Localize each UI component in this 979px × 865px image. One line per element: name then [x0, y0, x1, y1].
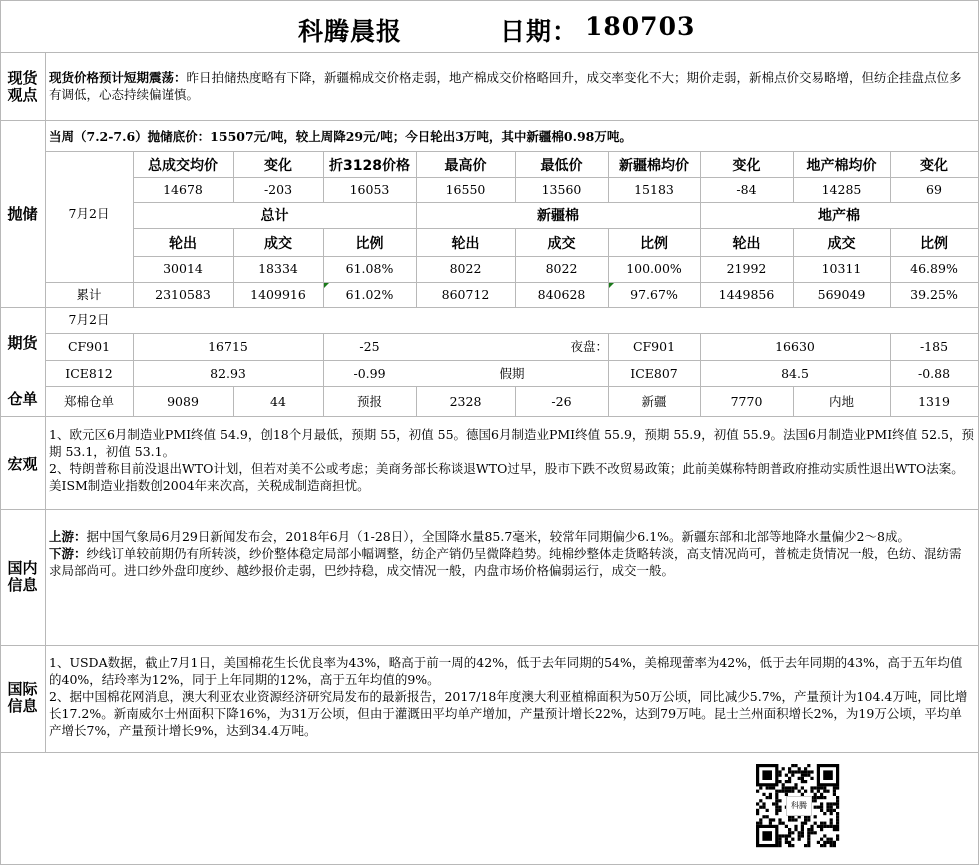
inland-label: 内地 — [828, 394, 854, 409]
section-spot-label: 现货 观点 — [7, 69, 38, 104]
warehouse-change: 44 — [270, 394, 286, 409]
international-item-1: 1、USDA数据，截止7月1日，美国棉花生长优良率为43%，略高于前一周的42%，低于去年同期的54%，美棉现蕾率为42%，低于去年同期的43%，高于五年均值的40%，结玲率为12%，同于上年同期的12%，高于五年均值的9%。 — [49, 655, 963, 687]
cumulative-value: 569049 — [817, 287, 866, 302]
night-code: CF901 — [632, 339, 676, 354]
domestic-text — [49, 528, 974, 579]
sub-header: 比例 — [920, 236, 948, 252]
price-value: 14678 — [163, 182, 203, 197]
sub-header: 比例 — [640, 236, 668, 252]
sub-header: 比例 — [355, 236, 384, 252]
daily-value: 100.00% — [626, 261, 682, 276]
international-item-2: 2、据中国棉花网消息，澳大利亚农业资源经济研究局发布的最新报告，2017/18年度澳大利亚植棉面积为50万公顷，同比减少5.7%，产量预计为104.4万吨，同比增长17.2%。新南威尔士州面积下降16%，为31万公顷，但由于灌溉田平均单产增加，产量预计增长22%，达到79万吨。昆士兰州面积增长2%，为19万公顷，平均单产增长7%，产量预计增长9%，达到34.4万吨。 — [49, 689, 968, 738]
ice-change-2: -0.88 — [917, 366, 951, 381]
forecast-value: 2328 — [449, 394, 482, 409]
auction-date: 7月2日 — [68, 206, 110, 221]
daily-value: 10311 — [821, 261, 862, 276]
daily-value: 46.89% — [910, 261, 958, 276]
report-date: 180703 — [585, 12, 696, 41]
ice-code-2: ICE807 — [630, 366, 678, 381]
daily-value: 8022 — [545, 261, 578, 276]
auction-summary: 当周（7.2-7.6）抛储底价：15507元/吨，较上周降29元/吨；今日轮出3万吨，其中新疆棉0.98万吨。 — [49, 129, 632, 144]
daily-value: 61.08% — [345, 261, 394, 276]
section-macro-label: 宏观 — [7, 455, 38, 473]
cumulative-value: 2310583 — [155, 287, 211, 302]
cumulative-value: 860712 — [441, 287, 490, 302]
daily-value: 30014 — [163, 261, 203, 276]
note-marker — [609, 283, 614, 288]
futures-date: 7月2日 — [68, 312, 110, 327]
cumulative-value: 39.25% — [910, 287, 958, 302]
group-header: 地产棉 — [818, 208, 860, 224]
section-warehouse-label: 仓单 — [7, 390, 38, 408]
qr-logo: 科腾 — [786, 796, 812, 816]
price-header: 变化 — [920, 158, 948, 174]
forecast-label: 预报 — [356, 394, 382, 409]
price-header: 地产棉均价 — [806, 158, 877, 174]
price-value: -203 — [263, 182, 293, 197]
night-change: -185 — [919, 339, 949, 354]
night-label: 夜盘： — [570, 339, 608, 354]
price-header: 总成交均价 — [148, 158, 218, 174]
daily-value: 8022 — [449, 261, 482, 276]
ice-price-2: 84.5 — [781, 366, 809, 381]
sub-header: 成交 — [264, 236, 292, 252]
warehouse-label: 郑棉仓单 — [63, 394, 114, 409]
futures-price: 16715 — [208, 339, 248, 354]
price-header: 新疆棉均价 — [619, 158, 689, 174]
group-header: 总计 — [260, 208, 289, 224]
daily-value: 18334 — [258, 261, 298, 276]
ice-code: ICE812 — [65, 366, 113, 381]
domestic-downstream: 下游：纱线订单较前期仍有所转淡，纱价整体稳定局部小幅调整，纺企产销仍呈微降趋势。纯棉纱整体走货略转淡，高支情况尚可，普梳走货情况一般，色纺、混纺需求局部尚可。进口纱外盘印度纱、越纱报价走弱，巴纱持稳，成交情况一般，内盘市场价格偏弱运行，成交一般。 — [49, 546, 962, 578]
section-international-label: 国际 信息 — [7, 680, 38, 715]
cumulative-value: 1449856 — [718, 287, 775, 302]
report-title: 科腾晨报 — [298, 17, 403, 46]
spot-view-lead: 现货价格预计短期震荡： — [49, 70, 187, 85]
price-header: 变化 — [732, 158, 761, 174]
inland-value: 1319 — [918, 394, 950, 409]
section-auction-label: 抛储 — [7, 205, 38, 223]
futures-code: CF901 — [67, 339, 111, 354]
price-value: 14285 — [821, 182, 862, 197]
cumulative-value: 1409916 — [250, 287, 306, 302]
cumulative-value: 61.02% — [345, 287, 394, 302]
futures-change: -25 — [359, 339, 380, 354]
date-label: 日期： — [500, 17, 579, 46]
price-header: 最低价 — [540, 158, 583, 174]
holiday-note: 假期 — [499, 366, 525, 381]
price-header: 折3128价格 — [329, 158, 410, 174]
note-marker — [324, 283, 329, 288]
night-price: 16630 — [775, 339, 815, 354]
macro-text — [49, 426, 974, 494]
spot-view-text: 现货价格预计短期震荡：昨日拍储热度略有下降，新疆棉成交价格走弱，地产棉成交价格略回升，成交率变化不大；期价走弱，新棉点价交易略增，但纺企挂盘点位多有调低，心态持续偏谨慎。 — [49, 70, 962, 102]
sub-header: 成交 — [547, 236, 576, 252]
sub-header: 轮出 — [169, 236, 197, 252]
sub-header: 轮出 — [451, 236, 480, 252]
macro-item-1: 1、欧元区6月制造业PMI终值 54.9，创18个月最低，预期 55，初值 55。德国6月制造业PMI终值 55.9，预期 55.9，初值 55.9。法国6月制造业PMI终值 52.5，预期 53.1，初值 53.1。 — [49, 427, 974, 459]
warehouse-value: 9089 — [167, 394, 199, 409]
section-futures-label: 期货 — [7, 334, 38, 352]
price-value: 16550 — [445, 182, 486, 197]
qr-code-image — [746, 762, 850, 850]
price-value: 15183 — [634, 182, 674, 197]
price-header: 变化 — [264, 158, 292, 174]
xinjiang-label: 新疆 — [641, 394, 667, 409]
cumulative-value: 97.67% — [630, 287, 678, 302]
sub-header: 成交 — [827, 236, 856, 252]
section-domestic-label: 国内 信息 — [7, 559, 38, 594]
cumulative-label: 累计 — [76, 287, 102, 302]
group-header: 新疆棉 — [537, 208, 579, 224]
sub-header: 轮出 — [732, 236, 761, 252]
price-value: 13560 — [541, 182, 582, 197]
price-value: 69 — [926, 182, 942, 197]
ice-price: 82.93 — [210, 366, 246, 381]
cumulative-value: 840628 — [537, 287, 586, 302]
daily-value: 21992 — [726, 261, 767, 276]
forecast-change: -26 — [551, 394, 572, 409]
price-value: 16053 — [349, 182, 390, 197]
domestic-upstream: 上游：据中国气象局6月29日新闻发布会，2018年6月（1-28日），全国降水量85.7毫米，较常年同期偏少6.1%。新疆东部和北部等地降水量偏少2～8成。 — [49, 529, 910, 544]
price-header: 最高价 — [444, 158, 487, 174]
xinjiang-value: 7770 — [730, 394, 763, 409]
international-text — [49, 654, 974, 739]
ice-change: -0.99 — [353, 366, 386, 381]
price-value: -84 — [736, 182, 757, 197]
macro-item-2: 2、特朗普称目前没退出WTO计划，但若对美不公或考虑；美商务部长称谈退WTO过早，股市下跌不改贸易政策；此前美媒称特朗普政府推动实质性退出WTO法案。美ISM制造业指数创2004年来次高，关税成制造商担忧。 — [49, 461, 964, 493]
